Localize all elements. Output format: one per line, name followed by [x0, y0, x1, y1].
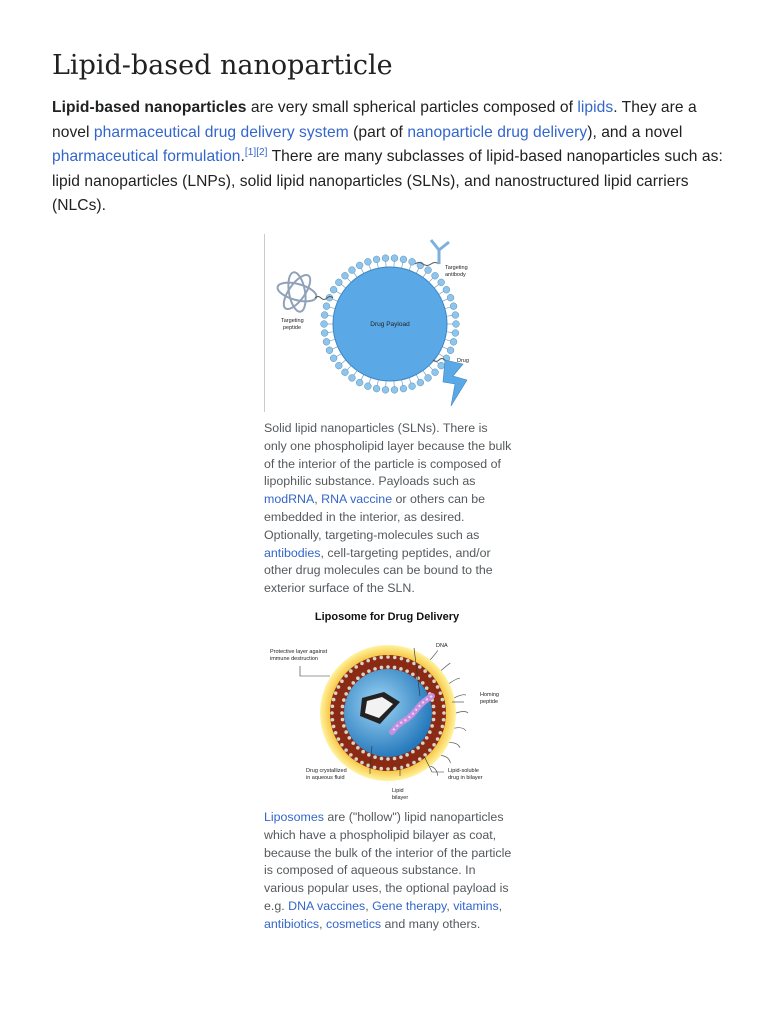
- link-dna-vaccines[interactable]: DNA vaccines: [288, 898, 366, 913]
- drug-label: Drug: [457, 358, 469, 364]
- link-vitamins[interactable]: vitamins: [453, 898, 499, 913]
- lipid-bilayer-label: Lipid: [392, 788, 404, 794]
- intro-text: are very small spherical particles composed of: [246, 99, 578, 116]
- caption-text: or others can be embedded in the interior, as desired. Optionally, targeting-molecules such as: [264, 492, 486, 542]
- figure-sln-caption: [264, 420, 512, 598]
- link-pharmaceutical-drug-delivery-system[interactable]: pharmaceutical drug delivery system: [93, 123, 349, 141]
- targeting-antibody-label-2: antibody: [445, 272, 466, 278]
- intro-text: (part of: [348, 123, 408, 141]
- caption-text: ,: [319, 916, 326, 931]
- intro-text: .: [240, 148, 245, 165]
- link-nanoparticle-drug-delivery[interactable]: nanoparticle drug delivery: [407, 123, 588, 141]
- liposome-diagram: [264, 606, 510, 802]
- protective-layer-label: Protective layer against: [270, 649, 328, 655]
- reference-2[interactable]: [2]: [256, 146, 268, 158]
- caption-text: ,: [446, 898, 454, 913]
- reference-1[interactable]: [1]: [244, 146, 257, 158]
- caption-text: ,: [365, 898, 373, 913]
- figure-liposome-caption: [264, 809, 512, 934]
- caption-text: ,: [314, 492, 322, 507]
- lipid-bilayer-label-2: bilayer: [392, 795, 409, 801]
- lipid-soluble-drug-label-2: drug in bilayer: [448, 775, 483, 781]
- caption-text: , cell-targeting peptides, and/or other drug molecules can be bound to the exterior surface of the SLN.: [264, 545, 493, 596]
- link-lipids[interactable]: lipids: [577, 99, 614, 116]
- drug-crystallized-label-2: in aqueous fluid: [306, 775, 345, 781]
- targeting-peptide-label: Targeting: [281, 318, 304, 324]
- dna-label: DNA: [436, 643, 448, 649]
- link-cosmetics[interactable]: cosmetics: [326, 916, 382, 931]
- link-pharmaceutical-formulation[interactable]: pharmaceutical formulation: [52, 148, 241, 165]
- caption-text: Solid lipid nanoparticles (SLNs). There is only one phospholipid layer because the bulk of the interior of the particle is composed of lipophilic substance. Payloads such as: [264, 421, 512, 489]
- intro-text: There are many subclasses of lipid-based nanoparticles such as: lipid nanoparticles (LNPs), solid lipid nanoparticles (SLNs), and nanostructured lipid carriers (NLCs).: [52, 148, 723, 214]
- link-antibodies[interactable]: antibodies: [264, 545, 321, 560]
- link-rna-vaccine[interactable]: RNA vaccine: [321, 492, 393, 507]
- caption-text: and many others.: [381, 916, 481, 931]
- caption-text: ,: [498, 898, 503, 913]
- caption-text: are ("hollow") lipid nanoparticles which have a phospholipid bilayer as coat, because the bulk of the interior of the particle is composed of aqueous substance. In various popular uses, the optional payload is e.g.: [264, 810, 512, 913]
- protective-layer-label-2: immune destruction: [270, 656, 318, 662]
- page-title: Lipid-based nanoparticle: [52, 50, 393, 81]
- targeting-antibody-label: Targeting: [445, 265, 468, 271]
- link-antibiotics[interactable]: antibiotics: [264, 916, 320, 931]
- intro-text: ), and a novel: [587, 123, 683, 141]
- intro-bold-term: Lipid-based nanoparticles: [52, 99, 247, 116]
- intro-text: . They are a novel: [52, 99, 697, 141]
- homing-peptide-label-2: peptide: [480, 699, 499, 705]
- homing-peptide-label: Homing: [480, 692, 499, 698]
- link-gene-therapy[interactable]: Gene therapy: [372, 898, 447, 913]
- figure-sln-image[interactable]: [264, 234, 511, 412]
- targeting-antibody-icon: [415, 240, 449, 266]
- sln-diagram: [265, 234, 511, 412]
- intro-paragraph: [52, 96, 724, 219]
- targeting-peptide-label-2: peptide: [283, 325, 302, 331]
- lipid-soluble-drug-label: Lipid-soluble: [448, 768, 479, 774]
- figure-liposome-image[interactable]: [264, 606, 510, 802]
- link-liposomes[interactable]: Liposomes: [264, 810, 324, 824]
- link-modrna[interactable]: modRNA: [264, 492, 315, 507]
- drug-crystallized-label: Drug crystallized: [306, 768, 347, 774]
- liposome-figure-title: Liposome for Drug Delivery: [314, 611, 460, 623]
- drug-payload-label: Drug Payload: [370, 321, 410, 328]
